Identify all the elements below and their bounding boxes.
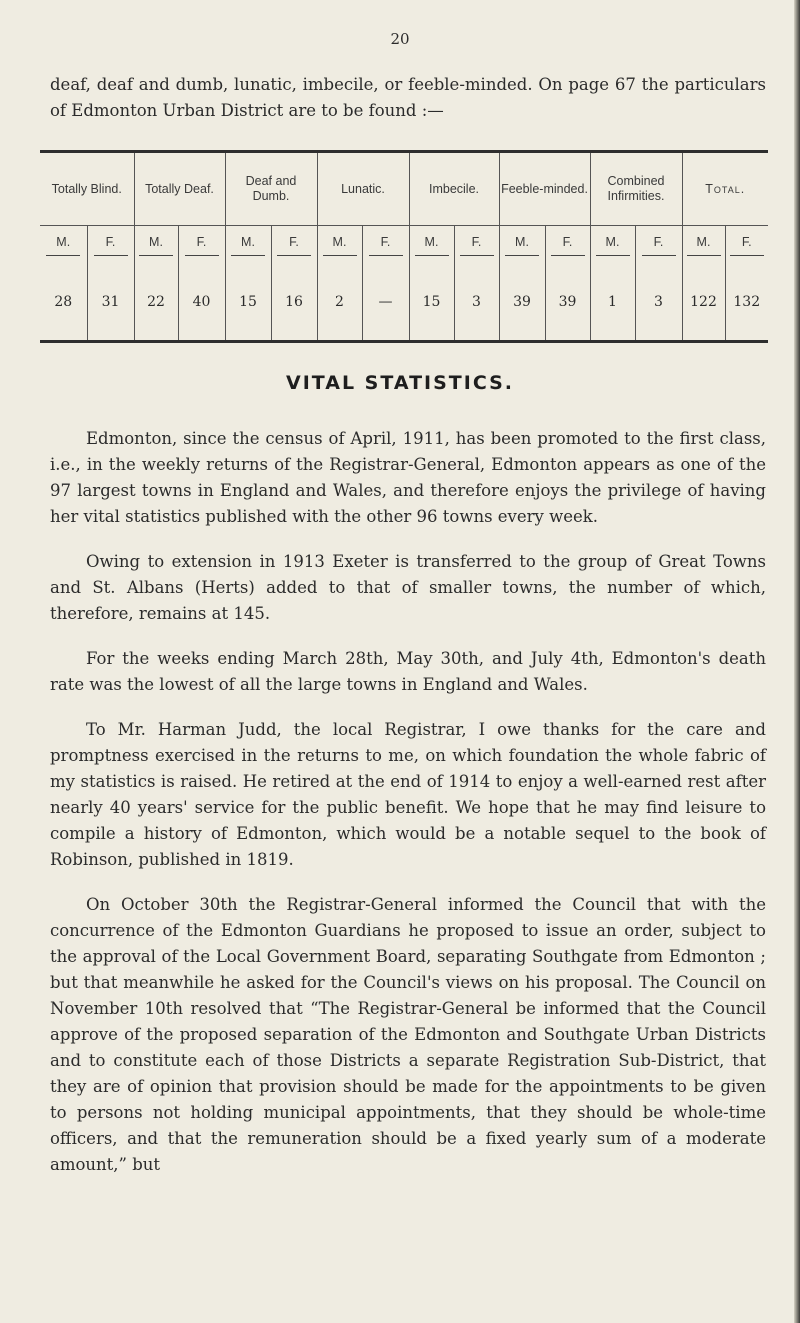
female-label: F. [94,235,128,256]
value-combined-female: 3 [635,264,682,342]
header-totally-blind: Totally Blind. [40,152,134,226]
header-totally-deaf: Totally Deaf. [134,152,225,226]
female-label: F. [730,235,764,256]
male-label: M. [139,235,173,256]
value-imbecile-female: 3 [454,264,499,342]
value-total-male: 122 [682,264,725,342]
paragraph-death-rate: For the weeks ending March 28th, May 30th, and July 4th, Edmonton's death rate was the lowest of all the large towns in England and Wales. [50,649,766,694]
paragraph-registrar-thanks: To Mr. Harman Judd, the local Registrar, I owe thanks for the care and promptness exercised in the returns to me, on which foundation the whole fabric of my statistics is raised. He retired at the end of 1914 to enjoy a well-earned rest after nearly 40 years' service for the public benefit. We hope that he may find leisure to compile a history of Edmonton, which would be a notable sequel to the book of Robinson, published in 1819. [50,720,766,869]
female-label: F. [277,235,311,256]
header-imbecile: Imbecile. [409,152,499,226]
value-imbecile-male: 15 [409,264,454,342]
table-row [40,264,768,342]
female-label: F. [185,235,219,256]
paragraph-southgate-separation: On October 30th the Registrar-General informed the Council that with the concurrence of the Edmonton Guardians he proposed to issue an order, subject to the approval of the Local Government Board, separating Southgate from Edmonton ; but that meanwhile he asked for the Council's views on his proposal. The Council on November 10th resolved that “The Registrar-General be informed that the Council approve of the proposed separation of the Edmonton and Southgate Urban Districts and to constitute each of those Districts a separate Registration Sub-District, that they are of opinion that provision should be made for the appointments to be given to persons not holding municipal appointments, that they should be whole-time officers, and that the remuneration should be a fixed yearly sum of a moderate amount,” but [50,895,766,1174]
header-total: Total. [682,152,768,226]
intro-paragraph: deaf, deaf and dumb, lunatic, imbecile, or feeble-minded. On page 67 the particulars of Edmonton Urban District are to be found :— [50,75,766,120]
header-lunatic: Lunatic. [317,152,409,226]
value-deaf-dumb-male: 15 [225,264,271,342]
section-heading: VITAL STATISTICS. [285,372,515,394]
female-label: F. [551,235,585,256]
female-label: F. [642,235,676,256]
infirmities-table [40,150,768,343]
male-label: M. [231,235,265,256]
header-deaf-and-dumb: Deaf and Dumb. [225,152,317,226]
page-edge-shadow [794,0,800,1323]
paragraph-exeter-transfer: Owing to extension in 1913 Exeter is transferred to the group of Great Towns and St. Albans (Herts) added to that of smaller towns, the number of which, therefore, remains at 145. [50,552,766,623]
value-deaf-female: 40 [178,264,225,342]
header-feeble-minded: Feeble-minded. [499,152,590,226]
value-feeble-female: 39 [545,264,590,342]
value-deaf-dumb-female: 16 [271,264,317,342]
body-text [50,426,766,1197]
value-lunatic-female: — [362,264,409,342]
value-deaf-male: 22 [134,264,178,342]
value-total-female: 132 [733,294,761,310]
male-label: M. [596,235,630,256]
value-feeble-male: 39 [499,264,545,342]
sex-label-row [40,226,768,265]
value-blind-male: 28 [40,264,87,342]
female-label: F. [460,235,494,256]
page-number: 20 [390,30,410,48]
male-label: M. [687,235,721,256]
value-lunatic-male: 2 [317,264,362,342]
male-label: M. [46,235,80,256]
value-combined-male: 1 [590,264,635,342]
male-label: M. [505,235,539,256]
female-label: F. [369,235,403,256]
header-combined-infirmities: Combined Infirmities. [590,152,682,226]
male-label: M. [415,235,449,256]
value-blind-female: 31 [87,264,134,342]
paragraph-census-promotion: Edmonton, since the census of April, 1911, has been promoted to the first class, i.e., in the weekly returns of the Registrar-General, Edmonton appears as one of the 97 largest towns in England and Wales, and therefore enjoys the privilege of having her vital statistics published with the other 96 towns every week. [50,429,766,526]
male-label: M. [323,235,357,256]
